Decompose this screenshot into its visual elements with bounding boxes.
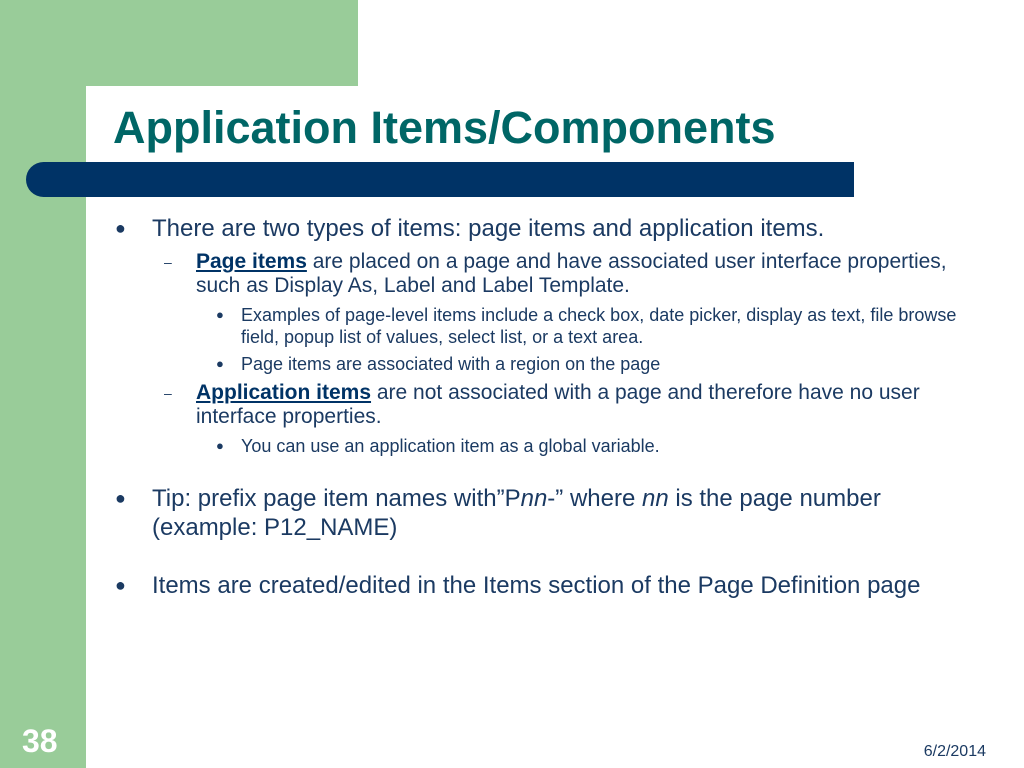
bullet-item-types (112, 214, 992, 243)
dot-icon: ● (216, 356, 224, 371)
bullet-item-tip (112, 484, 992, 542)
tip-suffix: is the page number (example: P12_NAME) (152, 485, 881, 541)
tip-middle: -” where (547, 485, 642, 512)
slide-title: Application Items/Components (113, 102, 776, 153)
title-underline-bar (26, 162, 854, 197)
sub-item-page-items (112, 250, 992, 298)
sub-item-application-items (112, 381, 992, 429)
detail-item-region (112, 353, 992, 375)
detail-text: Page items are associated with a region on the page (241, 354, 661, 374)
slide-content (112, 214, 992, 600)
tip-prefix: Tip: prefix page item names with”P (152, 485, 521, 512)
page-number: 38 (22, 723, 58, 759)
tip-nn-italic: nn (520, 485, 548, 512)
dot-icon: ● (216, 438, 224, 453)
bullet-icon: ● (115, 218, 126, 238)
dash-icon: – (164, 385, 172, 401)
detail-item-examples (112, 304, 992, 348)
bullet-text: Items are created/edited in the Items section of the Page Definition page (152, 572, 921, 599)
term-application-items: Application items (196, 381, 372, 404)
detail-text: Examples of page-level items include a check box, date picker, display as text, file browse field, popup list of values, select list, or a text area. (241, 305, 957, 347)
term-page-items: Page items (196, 250, 307, 273)
slide-date: 6/2/2014 (923, 743, 986, 760)
tip-nn-italic: nn (641, 485, 669, 512)
green-top-band (0, 0, 358, 86)
green-side-band (0, 0, 86, 768)
bullet-icon: ● (115, 488, 126, 508)
sub-item-text: are placed on a page and have associated user interface properties, such as Display As, Label and Label Template. (196, 250, 947, 297)
bullet-icon: ● (115, 575, 126, 595)
detail-item-global-variable (112, 435, 992, 457)
sub-item-text: are not associated with a page and therefore have no user interface properties. (196, 381, 920, 428)
bullet-text: There are two types of items: page items and application items. (152, 215, 825, 242)
detail-text: You can use an application item as a global variable. (241, 436, 660, 456)
dot-icon: ● (216, 307, 224, 322)
dash-icon: – (164, 254, 172, 270)
bullet-item-items-section (112, 571, 992, 600)
